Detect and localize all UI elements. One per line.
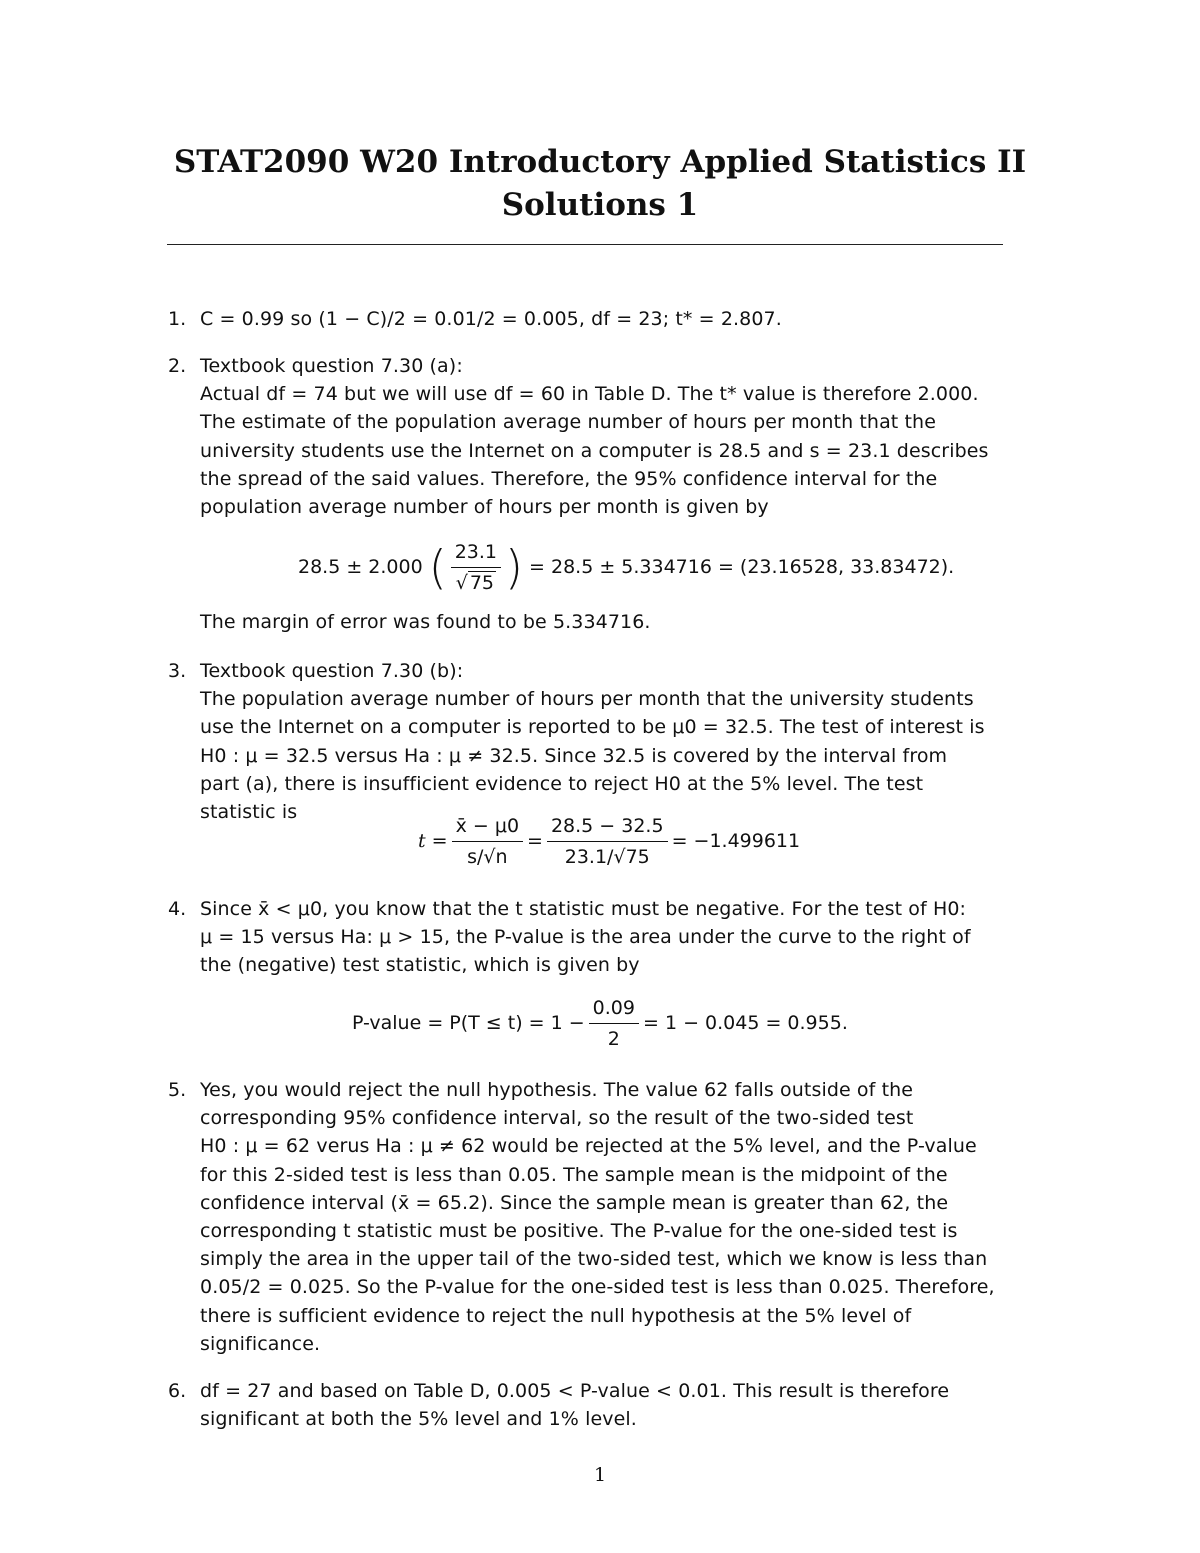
ci-equation-right: = 28.5 ± 5.334716 = (23.16528, 33.83472).	[529, 556, 955, 578]
answer-4	[200, 895, 1040, 980]
item-number-6: 6.	[168, 1380, 187, 1402]
item-number-3: 3.	[168, 660, 187, 682]
right-paren: )	[505, 540, 523, 595]
answer-6-line: significant at both the 5% level and 1% level.	[200, 1408, 637, 1431]
left-paren: (	[428, 540, 447, 595]
item-number-2: 2.	[168, 355, 187, 377]
answer-6	[200, 1377, 1040, 1433]
t-formula-numerator: x̄ − μ0	[452, 814, 523, 842]
ci-fraction-numerator: 23.1	[451, 540, 501, 568]
answer-2	[200, 352, 1040, 521]
p-value-left: P-value = P(T ≤ t) = 1 −	[352, 1012, 585, 1034]
answer-5-line: confidence interval (x̄ = 65.2). Since the sample mean is greater than 62, the	[200, 1191, 949, 1214]
answer-3-line: use the Internet on a computer is reported to be μ0 = 32.5. The test of interest is	[200, 716, 985, 739]
ci-fraction-denominator: √ 75	[455, 572, 494, 594]
document-title: STAT2090 W20 Introductory Applied Statistics II	[173, 144, 1027, 180]
answer-4-line: the (negative) test statistic, which is given by	[200, 954, 640, 977]
answer-1	[200, 305, 1040, 333]
answer-2-line: The estimate of the population average number of hours per month that the	[200, 411, 936, 434]
t-fraction-formula	[452, 814, 523, 869]
answer-5-line: corresponding t statistic must be positive. The P-value for the one-sided test is	[200, 1219, 958, 1242]
answer-3-line: statistic is	[200, 800, 298, 823]
t-formula-denominator: s/√n	[467, 846, 508, 868]
t-statistic-result: = −1.499611	[671, 830, 801, 852]
answer-5-line: corresponding 95% confidence interval, so the result of the two-sided test	[200, 1107, 914, 1130]
answer-2-line: university students use the Internet on a computer is 28.5 and s = 23.1 describes	[200, 439, 989, 462]
ci-sqrt-value: 75	[469, 572, 494, 594]
answer-2-line: Textbook question 7.30 (a):	[200, 355, 463, 377]
answer-3-line: H0 : μ = 32.5 versus Ha : μ ≠ 32.5. Since 32.5 is covered by the interval from	[200, 744, 948, 767]
answer-4-line: μ = 15 versus Ha: μ > 15, the P-value is the area under the curve to the right of	[200, 926, 971, 949]
answer-3-line: The population average number of hours per month that the university students	[200, 688, 974, 711]
p-value-denominator: 2	[607, 1028, 620, 1050]
answer-5-line: there is sufficient evidence to reject the null hypothesis at the 5% level of	[200, 1304, 912, 1327]
p-value-right: = 1 − 0.045 = 0.955.	[642, 1012, 848, 1034]
p-value-numerator: 0.09	[589, 996, 639, 1024]
answer-5-line: H0 : μ = 62 verus Ha : μ ≠ 62 would be rejected at the 5% level, and the P-value	[200, 1135, 977, 1158]
answer-3	[200, 657, 1040, 826]
t-statistic-equation: t = $\frac{x̄ - \mu 0}{s/√n}$ = $\frac{28.5 - 32.5}{23.1/√75}$ = −1.499611	[418, 815, 801, 868]
ci-fraction	[451, 540, 501, 595]
answer-3-line: Textbook question 7.30 (b):	[200, 660, 464, 682]
t-symbol: t =	[418, 830, 448, 852]
answer-2-line: population average number of hours per month is given by	[200, 495, 769, 518]
answer-5-line: simply the area in the upper tail of the two-sided test, which we know is less than	[200, 1248, 988, 1271]
ci-equation-left: 28.5 ± 2.000	[298, 556, 423, 578]
answer-2-line: Actual df = 74 but we will use df = 60 in Table D. The t* value is therefore 2.000.	[200, 383, 979, 406]
item-number-5: 5.	[168, 1079, 187, 1101]
answer-4-line: Since x̄ < μ0, you know that the t statistic must be negative. For the test of H0:	[200, 898, 967, 920]
answer-1-text: C = 0.99 so (1 − C)/2 = 0.01/2 = 0.005, df = 23; t* = 2.807.	[200, 308, 782, 330]
answer-6-line: df = 27 and based on Table D, 0.005 < P-value < 0.01. This result is therefore	[200, 1380, 950, 1402]
confidence-interval-equation	[298, 540, 954, 595]
p-value-equation	[352, 996, 848, 1051]
answer-5-line: significance.	[200, 1332, 321, 1355]
answer-2-line: The margin of error was found to be 5.334716.	[200, 611, 651, 633]
t-values-denominator: 23.1/√75	[564, 846, 650, 868]
document-subtitle: Solutions 1	[501, 187, 699, 223]
answer-3-line: part (a), there is insufficient evidence to reject H0 at the 5% level. The test	[200, 772, 924, 795]
item-number-1: 1.	[168, 308, 187, 330]
answer-5-line: 0.05/2 = 0.025. So the P-value for the one-sided test is less than 0.025. Therefore,	[200, 1276, 995, 1299]
t-values-numerator: 28.5 − 32.5	[547, 814, 668, 842]
answer-5	[200, 1076, 1040, 1358]
item-number-4: 4.	[168, 898, 187, 920]
page-number: 1	[593, 1464, 607, 1486]
title-divider	[167, 244, 1003, 245]
answer-5-line: Yes, you would reject the null hypothesis. The value 62 falls outside of the	[200, 1079, 914, 1101]
t-fraction-values	[547, 814, 668, 869]
answer-2-line: the spread of the said values. Therefore, the 95% confidence interval for the	[200, 467, 938, 490]
answer-2-conclusion	[200, 608, 1040, 636]
answer-5-line: for this 2-sided test is less than 0.05. The sample mean is the midpoint of the	[200, 1163, 948, 1186]
p-value-fraction	[589, 996, 639, 1051]
